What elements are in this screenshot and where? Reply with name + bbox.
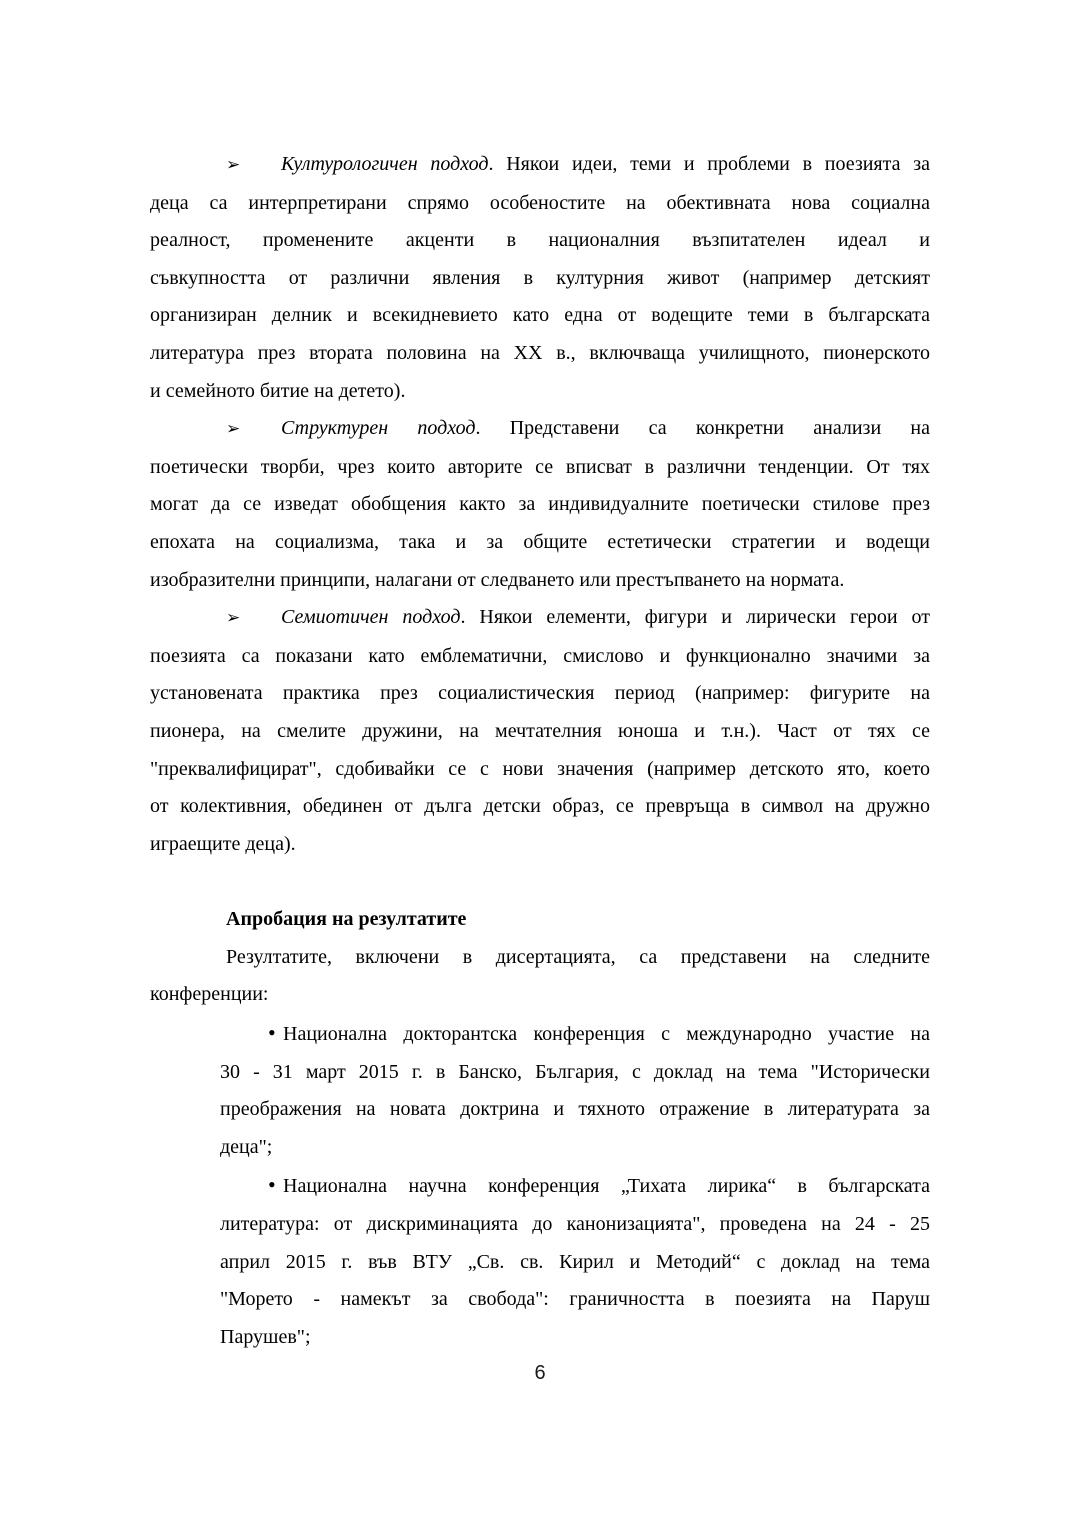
text-line (150, 901, 930, 939)
paragraph-structural-approach (150, 410, 930, 599)
text-line (220, 1129, 930, 1167)
text-run: Парушев"; (220, 1325, 311, 1348)
text-run: организиран делник и всекидневието като една от водещите теми в българската (150, 304, 930, 327)
text-line (150, 449, 930, 487)
text-line (150, 260, 930, 298)
bullet-conference-bansko (220, 1014, 930, 1166)
text-run: съвкупността от различни явления в културния живот (например детският (150, 266, 930, 289)
text-run: могат да се изведат обобщения както за индивидуалните поетически стилове през (150, 493, 930, 516)
bullet-icon: • (268, 1172, 276, 1198)
text-line (150, 788, 930, 826)
text-line (220, 1166, 930, 1206)
text-run: играещите деца). (150, 832, 296, 855)
text-run: деца"; (220, 1135, 273, 1158)
heading-approbation (150, 901, 930, 939)
text-run: установената практика през социалистическия период (например: фигурите на (150, 682, 930, 705)
text-line (150, 486, 930, 524)
text-line (150, 713, 930, 751)
text-run: Културологичен подход (281, 153, 489, 175)
text-run: . Някои идеи, теми и проблеми в поезията за (488, 153, 930, 175)
text-line (220, 1091, 930, 1129)
text-run: конференции: (150, 983, 269, 1006)
text-run: Семиотичен подход (281, 606, 461, 629)
text-run: изобразителни принципи, налагани от следването или престъпването на нормата. (150, 568, 845, 591)
document-body (150, 146, 930, 1356)
text-run: от колективния, обединен от дълга детски образ, се превръща в символ на дружно (150, 795, 930, 818)
text-run: и семейното битие на детето). (150, 379, 406, 402)
bullet-icon: • (268, 1020, 276, 1046)
text-line (150, 185, 930, 223)
text-run: "Морето - намекът за свобода": граничността в поезията на Паруш (220, 1288, 930, 1311)
text-line (220, 1014, 930, 1054)
text-line (220, 1281, 930, 1319)
text-run: литература: от дискриминацията до канонизацията", проведена на 24 - 25 (220, 1213, 930, 1236)
paragraph-results-intro (150, 939, 930, 1014)
text-run: деца са интерпретирани спрямо особеностите на обективната нова социална (150, 191, 930, 214)
text-line (150, 976, 930, 1014)
text-run: поезията са показани като емблематични, смислово и функционално значими за (150, 644, 930, 667)
text-run: . Някои елементи, фигури и лирически герои от (460, 606, 930, 629)
text-line (150, 373, 930, 411)
text-run: реалност, променените акценти в националния възпитателен идеал и (150, 229, 930, 252)
arrow-list-marker-icon: ➢ (226, 419, 241, 440)
text-run: епохата на социализма, така и за общите естетически стратегии и водещи (150, 530, 930, 553)
text-line (150, 222, 930, 260)
text-line (220, 1054, 930, 1092)
text-line (220, 1319, 930, 1357)
text-run: поетически творби, чрез които авторите се вписват в различни тенденции. От тях (150, 455, 930, 478)
text-run: Национална научна конференция „Тихата лирика“ в българската (283, 1175, 930, 1198)
text-run: 30 - 31 март 2015 г. в Банско, България, с доклад на тема "Исторически (220, 1060, 930, 1083)
paragraph-semiotic-approach (150, 599, 930, 863)
text-run: "преквалифицират", сдобивайки се с нови значения (например детското ято, което (150, 757, 930, 780)
text-run: Структурен подход (281, 417, 476, 440)
text-run: пионера, на смелите дружини, на мечтателния юноша и т.н.). Част от тях се (150, 719, 930, 742)
text-line (150, 826, 930, 864)
page-number: 6 (534, 1362, 546, 1384)
text-line (150, 297, 930, 335)
text-line (150, 335, 930, 373)
text-run: Национална докторантска конференция с международно участие на (283, 1023, 930, 1046)
text-line (150, 146, 930, 185)
text-line (150, 410, 930, 449)
arrow-list-marker-icon: ➢ (226, 608, 241, 629)
text-line (220, 1206, 930, 1244)
arrow-list-marker-icon: ➢ (226, 155, 241, 175)
text-line (150, 751, 930, 789)
text-line (150, 939, 930, 977)
text-run: Резултатите, включени в дисертацията, са представени на следните (226, 945, 930, 968)
text-line (150, 599, 930, 638)
text-line (150, 675, 930, 713)
text-run: Апробация на резултатите (226, 908, 467, 931)
paragraph-cultural-approach (150, 146, 930, 410)
text-line (150, 524, 930, 562)
text-run: април 2015 г. във ВТУ „Св. св. Кирил и Методий“ с доклад на тема (220, 1250, 930, 1273)
text-line (150, 562, 930, 600)
text-run: литература през втората половина на ХХ в., включваща училищното, пионерското (150, 341, 930, 364)
text-line (150, 638, 930, 676)
text-run: преображения на новата доктрина и тяхното отражение в литературата за (220, 1098, 930, 1121)
text-line (220, 1244, 930, 1282)
bullet-conference-vtu (220, 1166, 930, 1356)
text-run: . Представени са конкретни анализи на (475, 417, 930, 440)
